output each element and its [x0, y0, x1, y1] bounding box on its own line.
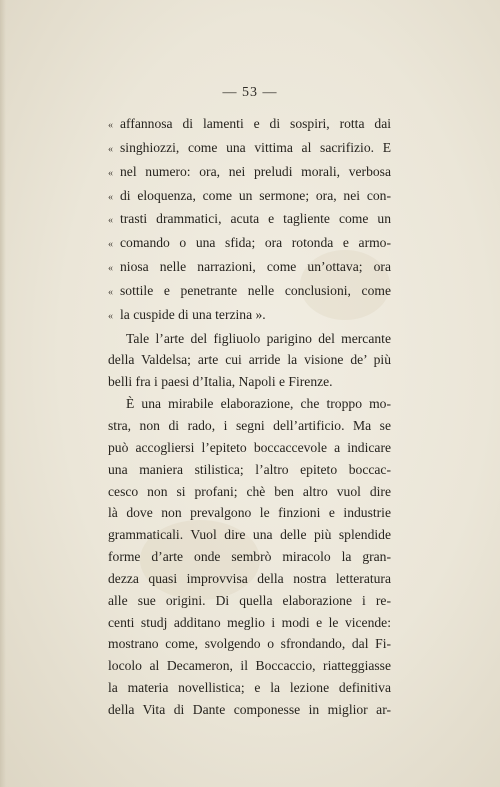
text-line [108, 546, 391, 568]
text-line [108, 161, 391, 185]
text-line [108, 502, 391, 524]
text-line-content: singhiozzi, come una vittima al sacrifizio. E [120, 139, 391, 155]
page-number: — 53 — [222, 85, 278, 100]
text-line [108, 568, 391, 590]
text-line [108, 677, 391, 699]
text-line [108, 699, 391, 721]
quote-mark: « [108, 167, 113, 179]
text-line [108, 415, 391, 437]
text-line-content: mostrano come, svolgendo o sfrondando, dal Fi- [108, 636, 391, 652]
text-line [108, 304, 391, 328]
quote-mark: « [108, 286, 113, 298]
page-edge-shadow [0, 0, 6, 787]
text-line [108, 524, 391, 546]
text-line-content: niosa nelle narrazioni, come un’ottava; ora [120, 259, 391, 275]
text-line-content: trasti drammatici, acuta e tagliente come un [120, 211, 391, 227]
text-line-content: cesco non si profani; chè ben altro vuol dire [108, 483, 391, 499]
text-line-content: stra, non di rado, i segni dell’artificio. Ma se [108, 417, 391, 433]
text-line [108, 481, 391, 503]
quote-mark: « [108, 120, 113, 131]
text-line-content: comando o una sfida; ora rotonda e armo- [120, 235, 391, 251]
text-line [108, 137, 391, 161]
text-line [108, 459, 391, 481]
text-line-content: una maniera stilistica; l’altro epiteto boccac- [108, 461, 391, 477]
text-line-content: È una mirabile elaborazione, che troppo mo- [126, 396, 391, 412]
text-line-content: belli fra i paesi d’Italia, Napoli e Firenze. [108, 374, 333, 390]
text-line-content: può accogliersi l’epiteto boccaccevole a indicare [108, 439, 391, 455]
text-line-content: forme d’arte onde sembrò miracolo la gran- [108, 549, 391, 565]
text-line-content: grammaticali. Vuol dire una delle più splendide [108, 527, 391, 543]
text-line-content: locolo al Decameron, il Boccaccio, riatteggiasse [108, 658, 391, 674]
quote-mark: « [108, 239, 113, 251]
quote-mark: « [108, 263, 113, 275]
text-line-content: là dove non prevalgono le finzioni e industrie [108, 505, 391, 521]
text-line-content: Tale l’arte del figliuolo parigino del mercante [126, 330, 391, 346]
quote-mark: « [108, 143, 113, 155]
quote-mark: « [108, 310, 113, 322]
text-line [108, 349, 391, 371]
text-line [108, 232, 391, 256]
text-line [108, 655, 391, 677]
text-line [108, 612, 391, 634]
text-line-content: centi studj additano meglio i modi e le vicende: [108, 614, 391, 630]
text-line-content: alle sue origini. Di quella elaborazione i re- [108, 592, 391, 608]
text-line [108, 256, 391, 280]
body-text [108, 113, 391, 721]
text-line [108, 437, 391, 459]
text-line-content: di eloquenza, come un sermone; ora, nei con- [120, 187, 391, 203]
text-line-content: la cuspide di una terzina ». [120, 306, 266, 322]
text-line-content: della Vita di Dante componesse in miglior ar- [108, 701, 391, 717]
text-line [108, 371, 391, 393]
text-line [108, 185, 391, 209]
text-line-content: dezza quasi improvvisa della nostra letteratura [108, 570, 391, 586]
text-line [108, 590, 391, 612]
text-line-content: sottile e penetrante nelle conclusioni, come [120, 282, 391, 298]
quote-mark: « [108, 191, 113, 203]
text-line [108, 113, 391, 137]
text-line [108, 208, 391, 232]
quote-mark: « [108, 215, 113, 227]
text-line-content: della Valdelsa; arte cui arride la visione de’ più [108, 352, 391, 368]
text-line [108, 393, 391, 415]
text-line-content: la materia novellistica; e la lezione definitiva [108, 680, 391, 696]
text-line [108, 633, 391, 655]
text-line [108, 328, 391, 350]
text-line-content: affannosa di lamenti e di sospiri, rotta dai [120, 116, 391, 131]
text-line [108, 280, 391, 304]
text-line-content: nel numero: ora, nei preludi morali, verbosa [120, 163, 391, 179]
